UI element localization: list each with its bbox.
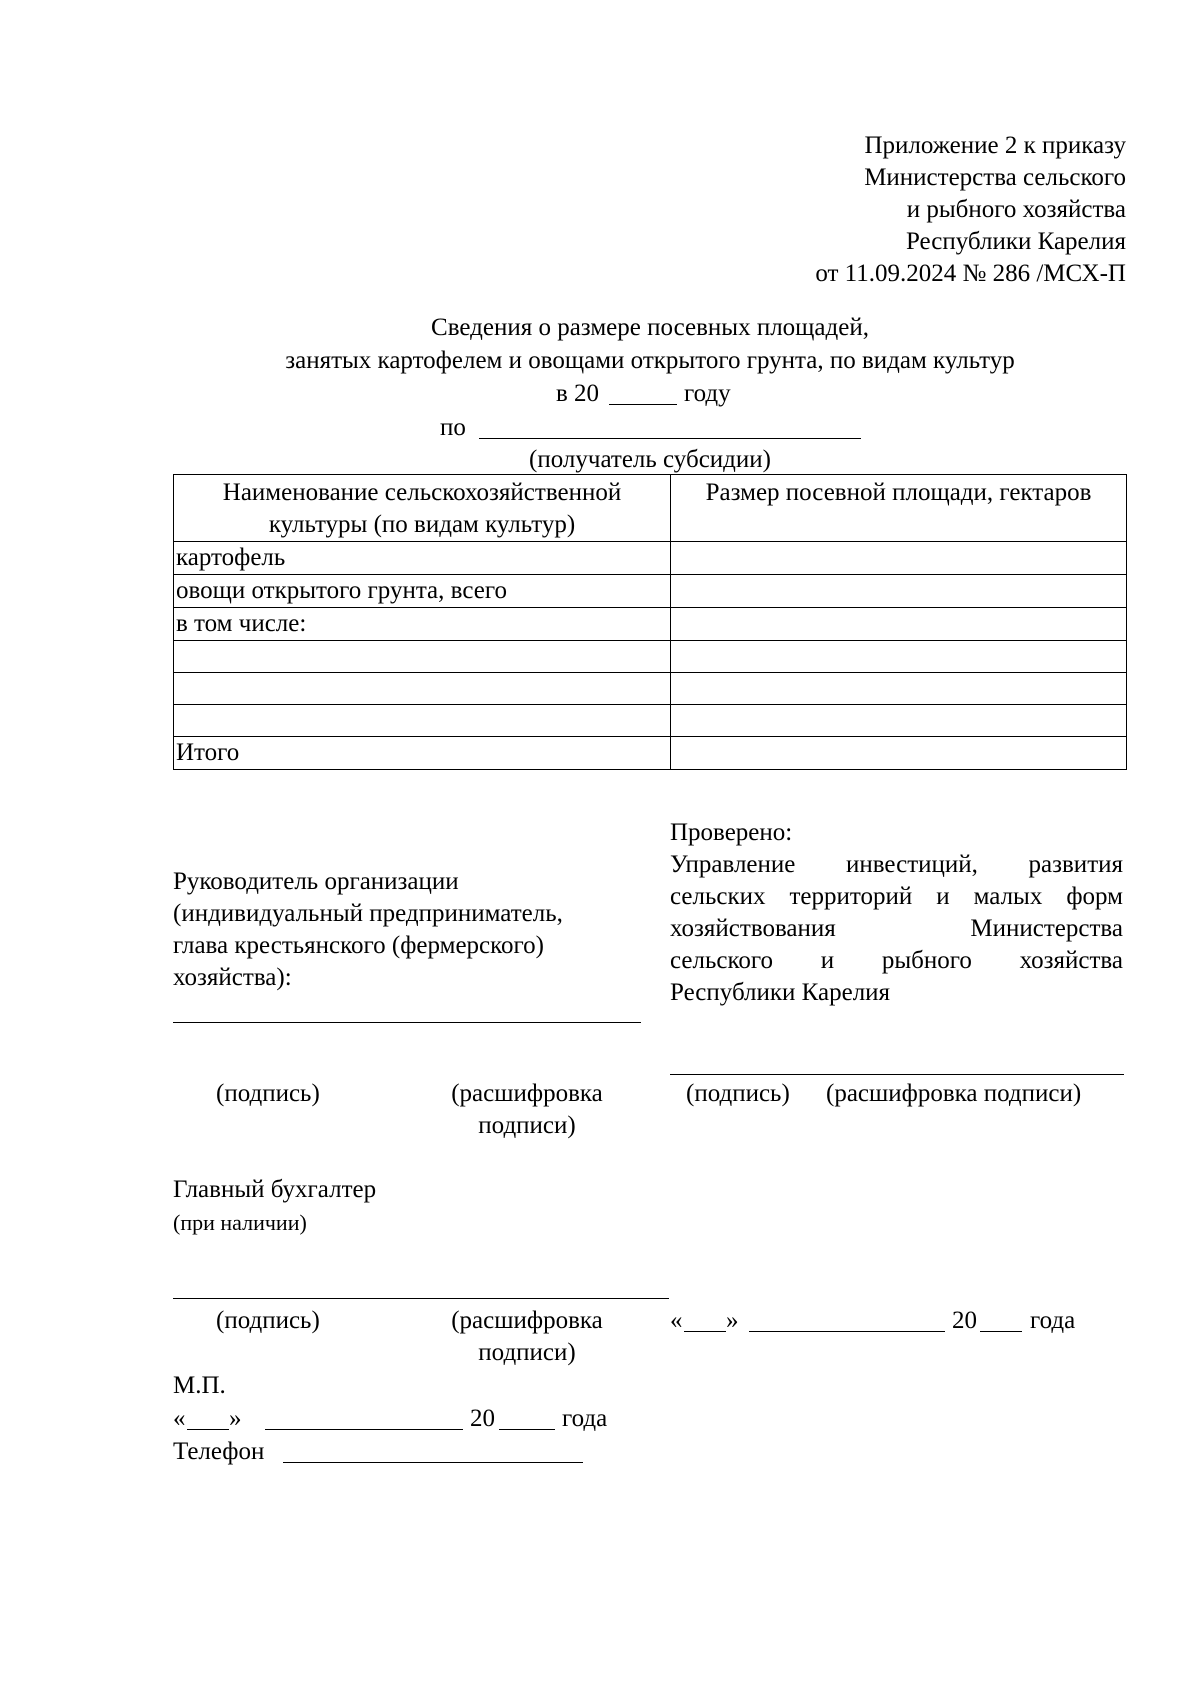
footer-date-close: » [229, 1405, 242, 1432]
row-crop-name[interactable] [174, 673, 671, 705]
left-sign-caption: (подпись) [216, 1080, 320, 1107]
left-decode-caption-1: (расшифровка [451, 1080, 603, 1107]
verified-block [670, 817, 1123, 1009]
phone-blank[interactable] [283, 1462, 583, 1463]
by-label: по [440, 414, 466, 441]
left-signatory-line-4: хозяйства): [173, 964, 292, 991]
table-row [174, 673, 1127, 705]
row-crop-name: овощи открытого грунта, всего [174, 575, 671, 608]
left-decode-caption [437, 1078, 617, 1142]
table-row [174, 542, 1127, 575]
left-signatory-line-2: (индивидуальный предприниматель, [173, 900, 563, 927]
table-row [174, 575, 1127, 608]
verified-line-4: сельского и рыбного хозяйства [670, 947, 1123, 974]
phone-label: Телефон [173, 1438, 265, 1465]
verified-month-blank[interactable] [749, 1331, 945, 1332]
footer-day-blank[interactable] [187, 1429, 229, 1430]
row-crop-name: Итого [174, 737, 671, 770]
appendix-line-5: от 11.09.2024 № 286 /МСХ-П [815, 260, 1126, 287]
accountant-decode-caption-1: (расшифровка [451, 1307, 603, 1334]
footer-year-blank[interactable] [499, 1429, 555, 1430]
document-title-line-2: занятых картофелем и овощами открытого грунта, по видам культур [285, 347, 1015, 374]
table-header-row [174, 475, 1127, 542]
appendix-line-1: Приложение 2 к приказу [864, 132, 1126, 159]
row-area-cell[interactable] [671, 608, 1127, 641]
footer-month-blank[interactable] [265, 1429, 463, 1430]
verified-signature-line[interactable] [670, 1074, 1124, 1075]
verified-line-5: Республики Карелия [670, 979, 891, 1006]
header-crop-name: Наименование сельскохозяйственной культуры (по видам культур) [174, 475, 671, 542]
left-decode-caption-2: подписи) [478, 1112, 576, 1139]
left-signatory-line-1: Руководитель организации [173, 868, 459, 895]
recipient-blank[interactable] [479, 438, 861, 439]
verified-decode-caption: (расшифровка подписи) [826, 1080, 1082, 1107]
appendix-line-2: Министерства сельского [864, 164, 1126, 191]
accountant-note: (при наличии) [173, 1210, 307, 1235]
left-signatory-line-3: глава крестьянского (фермерского) [173, 932, 544, 959]
row-crop-name: в том числе: [174, 608, 671, 641]
footer-date-open: « [173, 1405, 186, 1432]
recipient-caption: (получатель субсидии) [529, 446, 771, 473]
row-area-cell[interactable] [671, 542, 1127, 575]
stamp-label: М.П. [173, 1372, 226, 1399]
accountant-sign-caption: (подпись) [216, 1307, 320, 1334]
verified-year-suffix: года [1030, 1307, 1076, 1334]
appendix-line-3: и рыбного хозяйства [906, 196, 1126, 223]
verified-year-prefix: 20 [952, 1307, 977, 1334]
verified-date-close: » [726, 1307, 739, 1334]
document-title-line-1: Сведения о размере посевных площадей, [431, 314, 869, 341]
table-row [174, 641, 1127, 673]
verified-line-3: хозяйствования Министерства [670, 915, 1123, 942]
verified-sign-caption: (подпись) [686, 1080, 790, 1107]
accountant-decode-caption-2: подписи) [478, 1339, 576, 1366]
year-blank[interactable] [609, 404, 677, 405]
row-crop-name: картофель [174, 542, 671, 575]
footer-year-prefix: 20 [470, 1405, 495, 1432]
footer-year-suffix: года [562, 1405, 608, 1432]
crop-area-table [173, 474, 1127, 770]
accountant-decode-caption [437, 1305, 617, 1369]
verified-line-2: сельских территорий и малых форм [670, 883, 1123, 910]
table-row-total [174, 737, 1127, 770]
row-crop-name[interactable] [174, 641, 671, 673]
verified-line-1: Управление инвестиций, развития [670, 851, 1123, 878]
verified-label: Проверено: [670, 819, 793, 846]
accountant-signature-line[interactable] [173, 1298, 669, 1299]
row-area-cell[interactable] [671, 641, 1127, 673]
row-area-cell[interactable] [671, 705, 1127, 737]
year-suffix: году [684, 380, 731, 407]
appendix-line-4: Республики Карелия [905, 228, 1126, 255]
accountant-title: Главный бухгалтер [173, 1176, 377, 1203]
left-signatory-block [173, 866, 643, 994]
appendix-block [626, 130, 1126, 290]
verified-year-blank[interactable] [980, 1331, 1022, 1332]
row-area-cell[interactable] [671, 575, 1127, 608]
row-crop-name[interactable] [174, 705, 671, 737]
table-row [174, 608, 1127, 641]
verified-date-open: « [670, 1307, 683, 1334]
row-area-cell[interactable] [671, 737, 1127, 770]
row-area-cell[interactable] [671, 673, 1127, 705]
year-prefix: в 20 [556, 380, 600, 407]
left-signature-line[interactable] [173, 1022, 641, 1023]
verified-day-blank[interactable] [684, 1331, 726, 1332]
table-row [174, 705, 1127, 737]
header-area: Размер посевной площади, гектаров [671, 475, 1127, 542]
